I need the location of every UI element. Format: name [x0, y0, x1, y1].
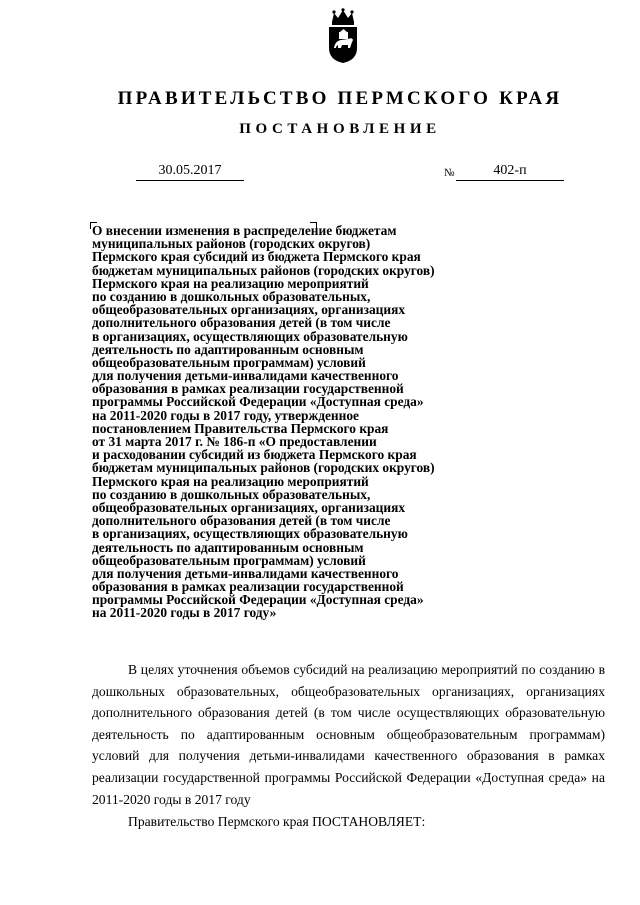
document-number: 402-п [456, 162, 564, 181]
subject-line: муниципальных районов (городских округов) [92, 236, 371, 252]
subject-line: бюджетам муниципальных районов (городских округов) [92, 262, 435, 278]
subject-line: по созданию в дошкольных образовательных, [92, 288, 371, 304]
subject-line: постановлением Правительства Пермского края [92, 420, 389, 436]
number-prefix: № [444, 167, 455, 179]
subject-line: дополнительного образования детей (в том числе [92, 513, 391, 529]
document-type: ПОСТАНОВЛЕНИЕ [239, 121, 441, 137]
subject-line: общеобразовательных организациях, организациях [92, 499, 406, 515]
subject-line: в организациях, осуществляющих образовательную [92, 526, 408, 542]
subject-line: деятельность по адаптированным основным [92, 539, 364, 555]
subject-heading [92, 224, 512, 620]
subject-line: бюджетам муниципальных районов (городских округов) [92, 460, 435, 476]
document-body [92, 659, 605, 833]
subject-line: на 2011-2020 годы в 2017 году» [92, 605, 277, 621]
perm-krai-coat-of-arms-icon [326, 8, 360, 64]
subject-line: программы Российской Федерации «Доступная среда» [92, 592, 424, 608]
subject-line: Пермского края субсидий из бюджета Пермского края [92, 249, 421, 265]
resolution-clause: Правительство Пермского края ПОСТАНОВЛЯЕТ: [128, 814, 426, 830]
document-date: 30.05.2017 [136, 162, 244, 181]
subject-line: дополнительного образования детей (в том числе [92, 315, 391, 331]
subject-line: Пермского края на реализацию мероприятий [92, 275, 369, 291]
subject-line: для получения детьми-инвалидами качественного [92, 368, 399, 384]
subject-line: на 2011-2020 годы в 2017 году, утвержденное [92, 407, 359, 423]
subject-line: для получения детьми-инвалидами качественного [92, 565, 399, 581]
subject-line: по созданию в дошкольных образовательных, [92, 486, 371, 502]
subject-line: в организациях, осуществляющих образовательную [92, 328, 408, 344]
subject-line: деятельность по адаптированным основным [92, 341, 364, 357]
subject-line: общеобразовательным программам) условий [92, 552, 366, 568]
subject-line: О внесении изменения в распределение бюджетам [92, 223, 397, 238]
subject-line: образования в рамках реализации государственной [92, 579, 404, 595]
subject-line: программы Российской Федерации «Доступная среда» [92, 394, 424, 410]
subject-line: Пермского края на реализацию мероприятий [92, 473, 369, 489]
subject-line: и расходовании субсидий из бюджета Пермского края [92, 447, 417, 463]
subject-line: от 31 марта 2017 г. № 186-п «О предоставлении [92, 434, 377, 449]
subject-line: образования в рамках реализации государственной [92, 381, 404, 397]
subject-line: общеобразовательным программам) условий [92, 354, 366, 370]
body-paragraph: В целях уточнения объемов субсидий на реализацию мероприятий по созданию в дошкольных образовательных, общеобразовательных организациях, организациях дополнительного образования детей (в том числе осуществляющих образовательную деятельность по адаптированным основным общеобразовательным программам) условий для получения детьми-инвалидами качественного образования в рамках реализации государственной программы Российской Федерации «Доступная среда» на 2011-2020 годы в 2017 году [92, 662, 605, 807]
subject-line: общеобразовательных организациях, организациях [92, 302, 406, 318]
government-title: ПРАВИТЕЛЬСТВО ПЕРМСКОГО КРАЯ [117, 88, 563, 109]
